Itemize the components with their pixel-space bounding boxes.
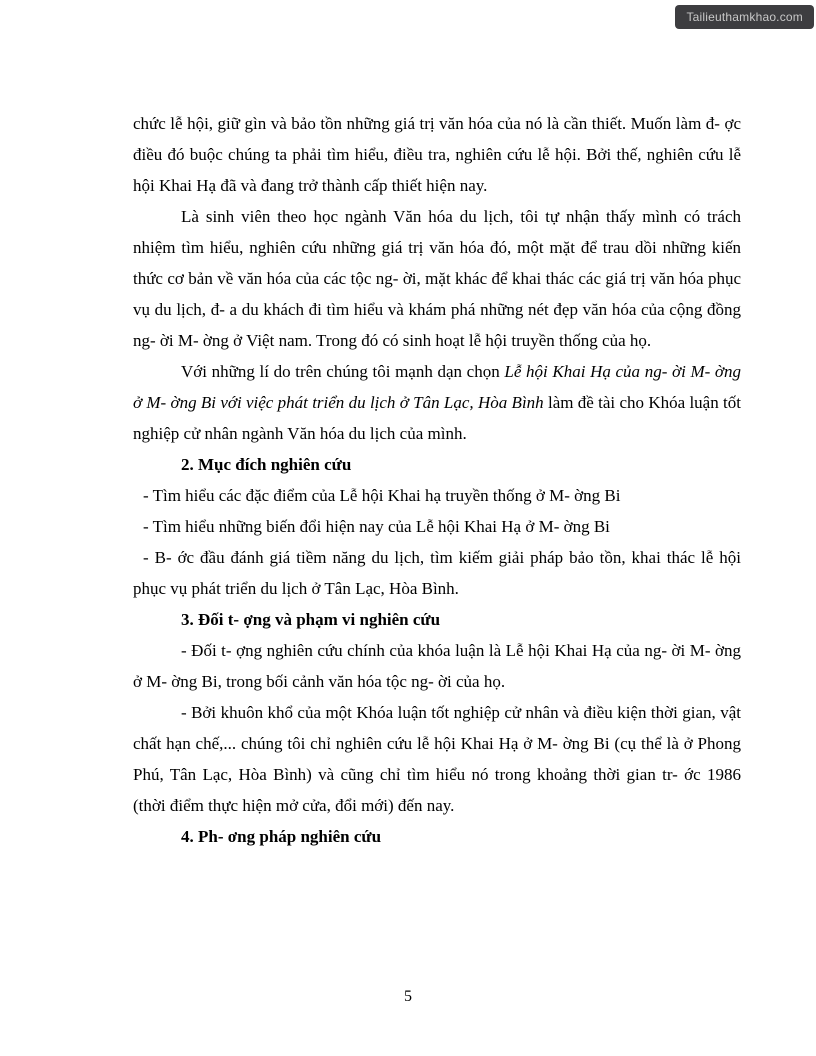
paragraph-text: làm đề tài cho Khóa luận tốt nghiệp cử nhân ngành Văn hóa du lịch của mình. (133, 393, 741, 443)
paragraph: - Bởi khuôn khổ của một Khóa luận tốt nghiệp cử nhân và điều kiện thời gian, vật chất hạn chế,... chúng tôi chỉ nghiên cứu lễ hội Khai Hạ ở M- ờng Bi (cụ thể là ở Phong Phú, Tân Lạc, Hòa Bình) và cũng chỉ tìm hiểu nó trong khoảng thời gian tr- ớc 1986 (thời điểm thực hiện mở cửa, đổi mới) đến nay. (133, 703, 741, 815)
paragraph: chức lễ hội, giữ gìn và bảo tồn những giá trị văn hóa của nó là cần thiết. Muốn làm đ- ợc điều đó buộc chúng ta phải tìm hiểu, điều tra, nghiên cứu lễ hội. Bởi thế, nghiên cứu lễ hội Khai Hạ đã và đang trở thành cấp thiết hiện nay. (133, 114, 741, 195)
thesis-title-italic: Lễ hội Khai Hạ của ng- ời M- ờng ở M- ờng Bi với việc phát triển du lịch ở Tân Lạc, Hòa Bình (133, 362, 741, 412)
bullet-item: - Tìm hiểu những biến đổi hiện nay của Lễ hội Khai Hạ ở M- ờng Bi (143, 517, 610, 536)
paragraph: Là sinh viên theo học ngành Văn hóa du lịch, tôi tự nhận thấy mình có trách nhiệm tìm hiểu, nghiên cứu những giá trị văn hóa đó, một mặt để trau dồi những kiến thức cơ bản về văn hóa của các tộc ng- ời, mặt khác để khai thác các giá trị văn hóa phục vụ du lịch, đ- a du khách đi tìm hiểu và khám phá những nét đẹp văn hóa của cộng đồng ng- ời M- ờng ở Việt nam. Trong đó có sinh hoạt lễ hội truyền thống của họ. (133, 207, 741, 350)
watermark-badge: Tailieuthamkhao.com (675, 5, 814, 29)
section-heading-3: 3. Đối t- ợng và phạm vi nghiên cứu (181, 610, 441, 629)
section-heading-4: 4. Ph- ơng pháp nghiên cứu (181, 827, 382, 846)
bullet-item: - B- ớc đầu đánh giá tiềm năng du lịch, tìm kiếm giải pháp bảo tồn, khai thác lễ hội phục vụ phát triển du lịch ở Tân Lạc, Hòa Bình. (133, 548, 741, 598)
page-number: 5 (404, 988, 412, 1005)
bullet-item: - Tìm hiểu các đặc điểm của Lễ hội Khai hạ truyền thống ở M- ờng Bi (143, 486, 621, 505)
paragraph-text: Với những lí do trên chúng tôi mạnh dạn chọn (181, 362, 505, 381)
paragraph (133, 356, 741, 449)
section-heading-2: 2. Mục đích nghiên cứu (181, 455, 352, 474)
paragraph: - Đối t- ợng nghiên cứu chính của khóa luận là Lễ hội Khai Hạ của ng- ời M- ờng ở M- ờng Bi, trong bối cảnh văn hóa tộc ng- ời của họ. (133, 641, 741, 691)
document-content (133, 108, 741, 852)
